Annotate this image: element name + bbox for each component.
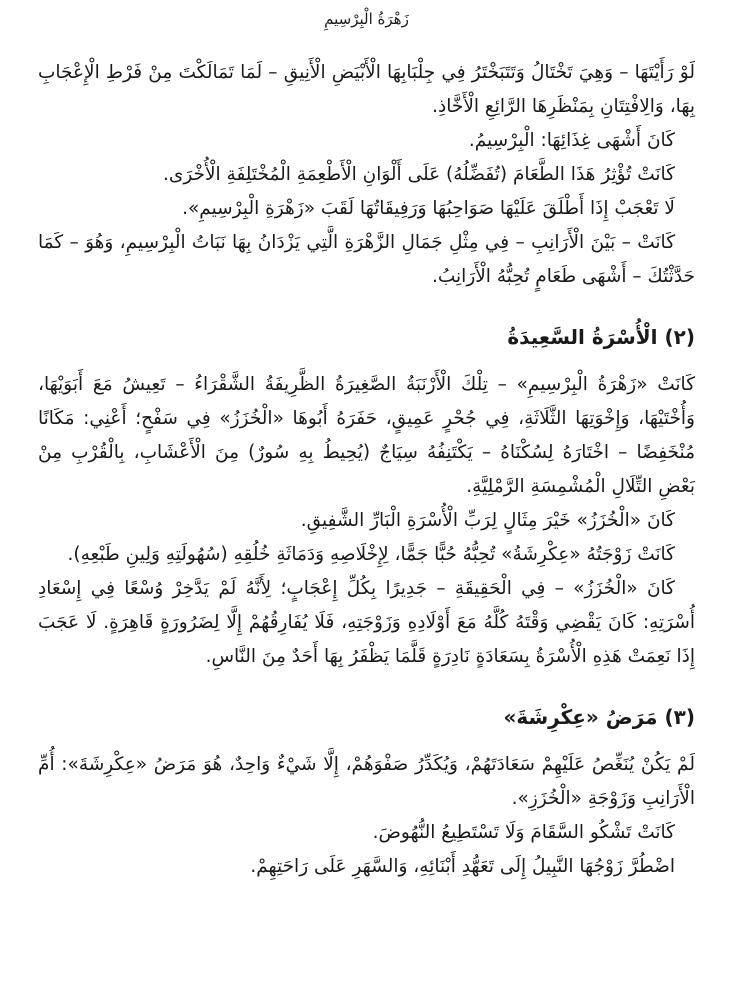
section2-paragraph-1: كَانَتْ «زَهْرَةُ الْبِرْسِيمِ» – تِلْكَ الْأَرْنَبَةُ الصَّغِيرَةُ الظَّرِيفَةُ الشَّقْرَاءُ – تَعِيشُ مَعَ أَبَوَيْهَا، وَأُخْتَيْهَا، وَإِخْوَتِهَا الثَّلَاثَةِ، فِي جُحْرٍ عَمِيقٍ، حَفَرَهُ أَبُوهَا «الْخُزَزُ» فِي سَفْحٍ؛ أَعْنِي: مَكَانًا مُنْخَفِضًا – اخْتَارَهُ لِسُكْنَاهُ – يَكْتَنِفُهُ سِيَاجٌ (يُحِيطُ بِهِ سُورٌ) مِنَ الْأَعْشَابِ، بِالْقُرْبِ مِنْ بَعْضِ التِّلَالِ الْمُشْمِسَةِ الرَّمْلِيَّةِ. [38, 374, 695, 497]
intro-paragraph-2: كَانَ أَشْهَى غِذَائِهَا: الْبِرْسِيمُ. [468, 130, 675, 151]
section2-paragraph-2: كَانَ «الْخُزَزُ» خَيْرَ مِثَالٍ لِرَبِّ الْأُسْرَةِ الْبَارِّ الشَّفِيقِ. [300, 510, 675, 531]
intro-paragraph-5: كَانَتْ – بَيْنَ الْأَرَانِبِ – فِي مِثْلِ جَمَالِ الزَّهْرَةِ الَّتِي يَزْدَانُ بِهَا نَبَاتُ الْبِرْسِيمِ، وَهُوَ – كَمَا حَدَّثْتُكَ – أَشْهَى طَعَامٍ تُحِبُّهُ الْأَرَانِبُ. [38, 232, 695, 287]
intro-paragraph-1: لَوْ رَأَيْتَهَا – وَهِيَ تَخْتَالُ وَتَتَبَخْتَرُ فِي جِلْبَابِهَا الْأَبْيَضِ الْأَنِيقِ – لَمَا تَمَالَكْتَ مِنْ فَرْطِ الْإِعْجَابِ بِهَا، وَالِافْتِتَانِ بِمَنْظَرِهَا الرَّائِعِ الْأَخَّاذِ. [38, 62, 695, 117]
section3-paragraph-3: اضْطُرَّ زَوْجُهَا النَّبِيلُ إِلَى تَعَهُّدِ أَبْنَائِهِ، وَالسَّهَرِ عَلَى رَاحَتِهِمْ. [250, 856, 675, 877]
section3-paragraph-2: كَانَتْ تَشْكُو السَّقَامَ وَلَا تَسْتَطِيعُ النُّهُوضَ. [372, 822, 675, 843]
section-heading-2: (٢) الْأُسْرَةُ السَّعِيدَةُ [507, 325, 695, 349]
intro-section [38, 56, 695, 294]
intro-paragraph-3: كَانَتْ تُؤْثِرُ هَذَا الطَّعَامَ (تُفَضِّلُهُ) عَلَى أَلْوَانِ الْأَطْعِمَةِ الْمُخْتَلِفَةِ الْأُخْرَى. [162, 164, 675, 185]
section-illness [38, 700, 695, 884]
section2-paragraph-3: كَانَتْ زَوْجَتُهُ «عِكْرِشَةُ» تُحِبُّهُ حُبًّا جَمًّا، لِإِخْلَاصِهِ وَدَمَاثَةِ خُلُقِهِ (سُهُولَتِهِ وَلِينِ طَبْعِهِ). [67, 544, 675, 565]
section3-paragraph-1: لَمْ يَكُنْ يُنَغِّصُ عَلَيْهِمْ سَعَادَتَهُمْ، وَيُكَدِّرُ صَفْوَهُمْ، إِلَّا شَيْءٌ وَاحِدٌ، هُوَ مَرَضُ «عِكْرِشَةَ»: أُمِّ الْأَرَانِبِ وَزَوْجَةِ «الْخُزَزِ». [38, 754, 695, 809]
intro-paragraph-4: لَا تَعْجَبْ إِذَا أَطْلَقَ عَلَيْهَا صَوَاحِبُهَا وَرَفِيقَاتُهَا لَقَبَ «زَهْرَةِ الْبِرْسِيمِ». [182, 198, 675, 219]
section-happy-family [38, 320, 695, 674]
section-heading-3: (٣) مَرَضُ «عِكْرِشَةَ» [503, 705, 695, 729]
running-head: زَهْرَةُ الْبِرْسِيمِ [324, 10, 409, 28]
section2-paragraph-4: كَانَ «الْخُزَزُ» – فِي الْحَقِيقَةِ – جَدِيرًا بِكُلِّ إِعْجَابٍ؛ لِأَنَّهُ لَمْ يَدَّخِرْ وُسْعًا فِي إِسْعَادِ أُسْرَتِهِ: كَانَ يَقْضِي وَقْتَهُ كُلَّهُ مَعَ أَوْلَادِهِ وَزَوْجَتِهِ، فَلَا يُفَارِقُهُمْ إِلَّا لِضَرُورَةٍ قَاهِرَةٍ. لَا عَجَبَ إِذَا نَعِمَتْ هَذِهِ الْأُسْرَةُ بِسَعَادَةٍ نَادِرَةٍ قَلَّمَا يَظْفَرُ بِهَا أَحَدٌ مِنَ النَّاسِ. [38, 578, 695, 667]
